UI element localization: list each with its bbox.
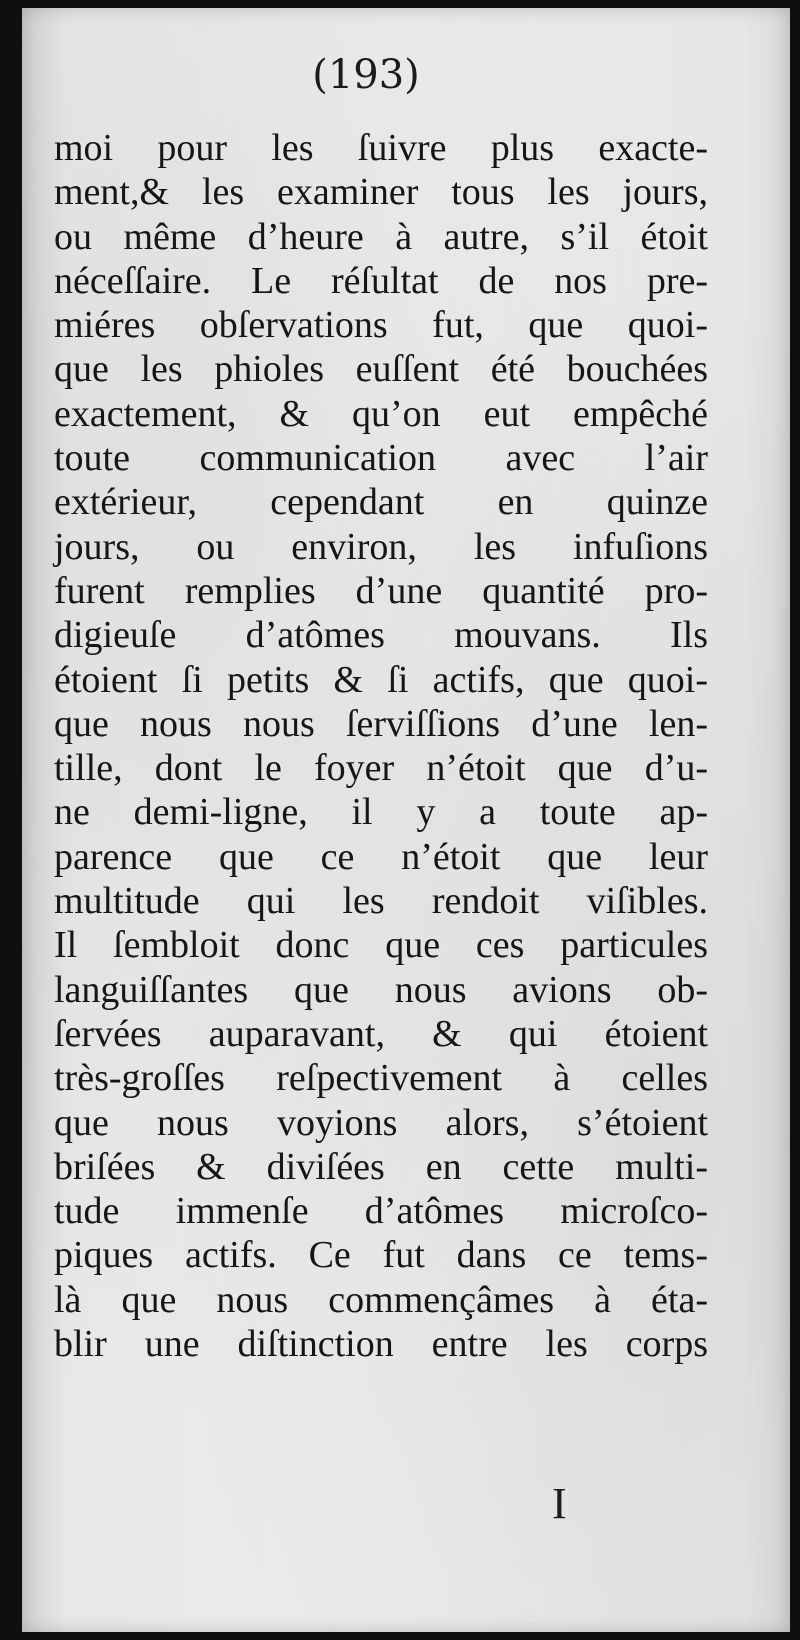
text-line: parence que ce n’étoit que leur <box>54 835 708 878</box>
text-line: là que nous commençâmes à éta- <box>54 1278 708 1321</box>
page-number: (193) <box>312 52 420 98</box>
signature-mark: I <box>552 1479 567 1528</box>
text-line: furent remplies d’une quantité pro- <box>54 569 708 612</box>
text-line: jours, ou environ, les infuſions <box>54 525 708 568</box>
text-line: étoient ſi petits & ſi actifs, que quoi- <box>54 658 708 701</box>
text-line: ſervées auparavant, & qui étoient <box>54 1012 708 1055</box>
text-line: languiſſantes que nous avions ob- <box>54 968 708 1011</box>
text-line: extérieur, cependant en quinze <box>54 481 708 524</box>
text-line: ment,& les examiner tous les jours, <box>54 171 708 214</box>
text-line: piques actifs. Ce fut dans ce tems- <box>54 1234 708 1277</box>
text-line: multitude qui les rendoit viſibles. <box>54 880 708 923</box>
text-line: digieuſe d’atômes mouvans. Ils <box>54 614 708 657</box>
text-line: que nous nous ſerviſſions d’une len- <box>54 702 708 745</box>
text-line: tille, dont le foyer n’étoit que d’u- <box>54 747 708 790</box>
text-line: ne demi-ligne, il y a toute ap- <box>54 791 708 834</box>
text-line: que nous voyions alors, s’étoient <box>54 1101 708 1144</box>
text-line: blir une diſtinction entre les corps <box>54 1323 708 1366</box>
text-line: ou même d’heure à autre, s’il étoit <box>54 215 708 258</box>
text-line: tude immenſe d’atômes microſco- <box>54 1190 708 1233</box>
text-line: moi pour les ſuivre plus exacte- <box>54 127 708 169</box>
text-line: miéres obſervations fut, que quoi- <box>54 304 708 347</box>
text-line: Il ſembloit donc que ces particules <box>54 924 708 967</box>
text-line: exactement, & qu’on eut empêché <box>54 392 708 435</box>
text-line: très-groſſes reſpectivement à celles <box>54 1057 708 1100</box>
body-text <box>54 126 708 1366</box>
text-line: néceſſaire. Le réſultat de nos pre- <box>54 259 708 302</box>
text-line: toute communication avec l’air <box>54 437 708 480</box>
text-line: que les phioles euſſent été bouchées <box>54 348 708 391</box>
text-line: briſées & diviſées en cette multi- <box>54 1145 708 1188</box>
book-page <box>22 8 790 1632</box>
